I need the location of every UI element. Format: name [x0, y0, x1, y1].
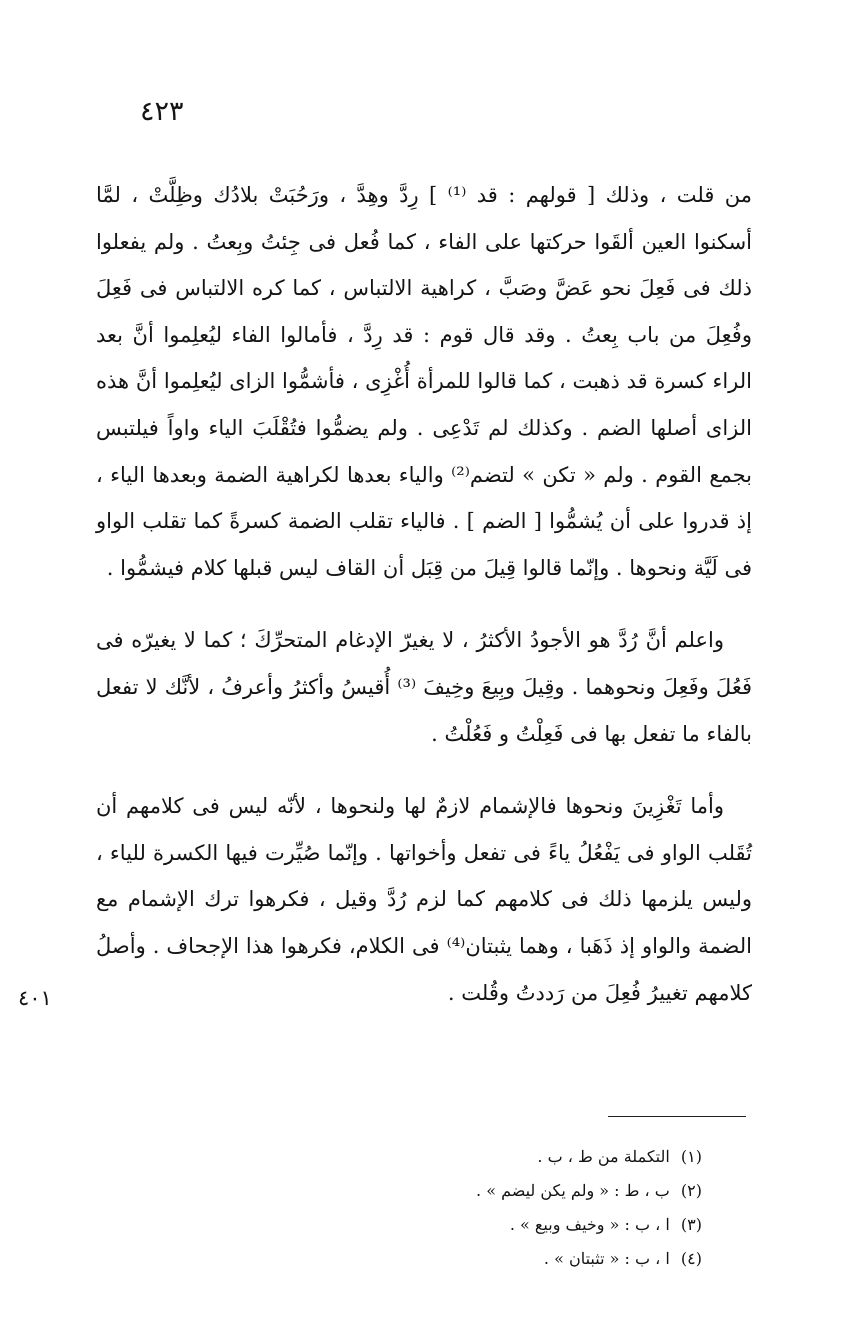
footnote: [300, 1140, 702, 1174]
paragraph: من قلت ، وذلك [ قولهم : قد ⁽¹⁾ ] رِدَّ وهِدَّ ، ورَحُبَتْ بلادُك وظِلَّتْ ، لمَّا أسكنوا العين ألقَوا حركتها على الفاء ، كما فُعل فى جِئتُ وبِعتُ . ولم يفعلوا ذلك فى فَعِلَ نحو عَضَّ وصَبَّ ، كراهية الالتباس ، كما كره الالتباس فى فَعِلَ وفُعِلَ من باب بِعتُ . وقد قال قوم : قد رِدَّ ، فأمالوا الفاء ليُعلِموا أنَّ بعد الراء كسرة قد ذهبت ، كما قالوا للمرأة أُغْزِى ، فأشمُّوا الزاى ليُعلِموا أنَّ هذه الزاى أصلها الضم . وكذلك لم تَدْعِى . ولم يضمُّوا فتُقْلَبَ الياء واواً فيلتبس بجمع القوم . ولم « تكن » لتضم⁽²⁾ والياء بعدها لكراهية الضمة وبعدها الياء ، إذ قدروا على أن يُشمُّوا [ الضم ] . فالياء تقلب الضمة كسرةً كما تقلب الواو فى لَيَّة ونحوها . وإنّما قالوا قِيلَ من قِبَل أن القاف ليس قبلها كلام فيشمُّوا .: [96, 183, 752, 580]
margin-page-reference: ٤٠١: [18, 986, 52, 1010]
paragraph: واعلم أنَّ رُدَّ هو الأجودُ الأكثرُ ، لا يغيرّ الإدغام المتحرِّكَ ؛ كما لا يغيرّه فى فَعُلَ وفَعِلَ ونحوهما . وقِيلَ وبِيعَ وخِيفَ ⁽³⁾ أُقيسُ وأكثرُ وأعرفُ ، لأنَّك لا تفعل بالفاء ما تفعل بها فى فَعِلْتُ و فَعُلْتُ .: [96, 628, 753, 746]
footnote-text: التكملة من ط ، ب .: [537, 1147, 670, 1166]
footnote-text: ا ، ب : « تثبتان » .: [543, 1249, 670, 1268]
footnote-text: ب ، ط : « ولم يكن ليضم » .: [476, 1181, 670, 1200]
footnote: [300, 1208, 702, 1242]
footnote-divider: [608, 1116, 746, 1117]
footnotes: [300, 1140, 702, 1276]
footnote-text: ا ، ب : « وخيف وبيع » .: [509, 1215, 670, 1234]
footnote: [300, 1242, 702, 1276]
page-number: ٤٢٣: [140, 96, 184, 127]
footnote-number: (١): [680, 1147, 702, 1166]
footnote: [300, 1174, 702, 1208]
body-text: [96, 172, 752, 1016]
footnote-number: (٤): [680, 1249, 702, 1268]
paragraph: وأما تَغْزِينَ ونحوها فالإشمام لازمٌ لها ولنحوها ، لأنّه ليس فى كلامهم أن تُقَلب الواو فى يَفْعُلُ ياءً فى تفعل وأخواتها . وإنّما صُيِّرت فيها الكسرة للياء ، وليس يلزمها ذلك فى كلامهم كما لزم رُدَّ وقيل ، فكرهوا ترك الإشمام مع الضمة والواو إذ ذَهَبا ، وهما يثبتان⁽⁴⁾ فى الكلام، فكرهوا هذا الإجحاف . وأصلُ كلامهم تغييرُ فُعِلَ من رَددتُ وقُلت .: [96, 794, 752, 1005]
footnote-number: (٣): [680, 1215, 702, 1234]
footnote-number: (٢): [680, 1181, 702, 1200]
